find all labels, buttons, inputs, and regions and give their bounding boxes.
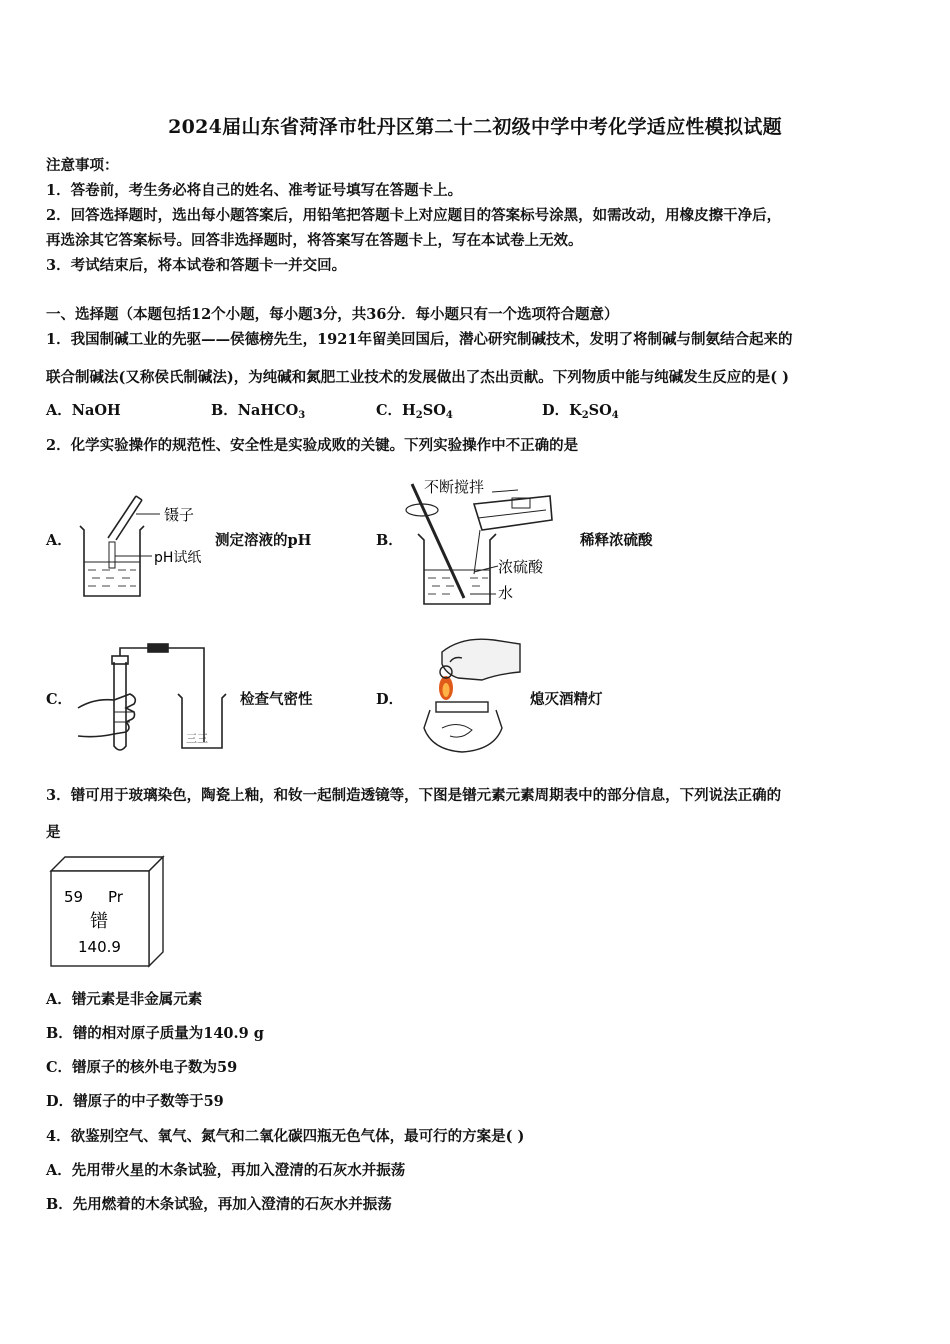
notice-item-3: 3．考试结束后，将本试卷和答题卡一并交回。 <box>46 257 347 274</box>
conc-acid-label: 浓硫酸 <box>498 558 544 576</box>
q2-option-a-label[interactable]: A． <box>46 532 72 549</box>
q1-stem-line2: 联合制碱法(又称侯氏制碱法)，为纯碱和氮肥工业技术的发展做出了杰出贡献。下列物质中能与纯碱发生反应的是( ) <box>46 369 789 386</box>
q2-stem: 2．化学实验操作的规范性、安全性是实验成败的关键。下列实验操作中不正确的是 <box>46 437 579 454</box>
option-text: NaOH <box>71 402 121 419</box>
q3-option-d[interactable]: D．镨原子的中子数等于59 <box>46 1093 224 1110</box>
option-text: SO <box>588 402 612 419</box>
q2-option-d-caption: 熄灭酒精灯 <box>530 691 603 708</box>
notice-heading: 注意事项： <box>46 157 119 174</box>
option-text: H <box>402 402 416 419</box>
q3-option-c[interactable]: C．镨原子的核外电子数为59 <box>46 1059 238 1076</box>
atomic-number: 59 <box>64 888 84 906</box>
q3-stem-line1: 3．镨可用于玻璃染色，陶瓷上釉，和钕一起制造透镜等，下图是镨元素元素周期表中的部分信息，下列说法正确的 <box>46 787 782 804</box>
notice-item-2: 2．回答选择题时，选出每小题答案后，用铅笔把答题卡上对应题目的答案标号涂黑，如需改动，用橡皮擦干净后， <box>46 207 782 224</box>
atomic-mass: 140.9 <box>78 938 121 956</box>
option-label: C． <box>376 402 403 419</box>
q1-option-d[interactable] <box>542 399 619 421</box>
q1-option-c[interactable] <box>376 399 453 421</box>
option-text: NaHCO <box>237 402 299 419</box>
element-card-praseodymium <box>48 854 168 970</box>
element-name: 镨 <box>90 911 108 932</box>
subscript: 4 <box>611 410 619 421</box>
ph-test-figure <box>70 490 215 605</box>
option-label: B． <box>211 402 238 419</box>
q4-option-a[interactable]: A．先用带火星的木条试验，再加入澄清的石灰水并振荡 <box>46 1162 406 1179</box>
tweezers-label: 镊子 <box>164 506 195 524</box>
q1-stem-line1: 1．我国制碱工业的先驱——侯德榜先生，1921年留美回国后，潜心研究制碱技术，发明了将制碱与制氨结合起来的 <box>46 331 793 348</box>
ph-paper-label: pH试纸 <box>154 550 202 566</box>
subscript: 4 <box>445 410 453 421</box>
q3-option-a[interactable]: A．镨元素是非金属元素 <box>46 991 203 1008</box>
element-symbol: Pr <box>108 888 123 906</box>
beaker-water-marks: 三三 <box>186 732 208 745</box>
option-label: A． <box>46 402 72 419</box>
q4-stem: 4．欲鉴别空气、氧气、氮气和二氧化碳四瓶无色气体，最可行的方案是( ) <box>46 1128 525 1145</box>
subscript: 3 <box>298 410 306 421</box>
option-text: SO <box>422 402 446 419</box>
q2-option-b-label[interactable]: B． <box>376 532 403 549</box>
extinguish-lamp-figure <box>402 632 527 757</box>
q4-option-b[interactable]: B．先用燃着的木条试验，再加入澄清的石灰水并振荡 <box>46 1196 392 1213</box>
q2-option-c-label[interactable]: C． <box>46 691 73 708</box>
q2-option-d-label[interactable]: D． <box>376 691 404 708</box>
water-label: 水 <box>498 584 514 602</box>
airtight-check-figure <box>74 642 234 754</box>
option-label: D． <box>542 402 570 419</box>
q1-option-a[interactable] <box>46 399 121 420</box>
section-heading: 一、选择题（本题包括12个小题，每小题3分，共36分．每小题只有一个选项符合题意） <box>46 306 619 323</box>
dilute-acid-figure <box>400 474 570 609</box>
subscript: 2 <box>581 410 589 421</box>
option-text: K <box>569 402 582 419</box>
subscript: 2 <box>415 410 423 421</box>
q1-option-b[interactable] <box>211 399 305 421</box>
q3-option-b[interactable]: B．镨的相对原子质量为140.9 g <box>46 1025 264 1042</box>
q2-option-c-caption: 检查气密性 <box>240 691 313 708</box>
stir-label: 不断搅拌 <box>424 478 485 496</box>
q3-stem-line2: 是 <box>46 824 61 841</box>
notice-item-1: 1．答卷前，考生务必将自己的姓名、准考证号填写在答题卡上。 <box>46 182 463 199</box>
notice-item-2-cont: 再选涂其它答案标号。回答非选择题时，将答案写在答题卡上，写在本试卷上无效。 <box>46 232 583 249</box>
page-title: 2024届山东省菏泽市牡丹区第二十二初级中学中考化学适应性模拟试题 <box>168 116 782 138</box>
q2-option-a-caption: 测定溶液的pH <box>215 532 312 549</box>
q2-option-b-caption: 稀释浓硫酸 <box>580 532 653 549</box>
